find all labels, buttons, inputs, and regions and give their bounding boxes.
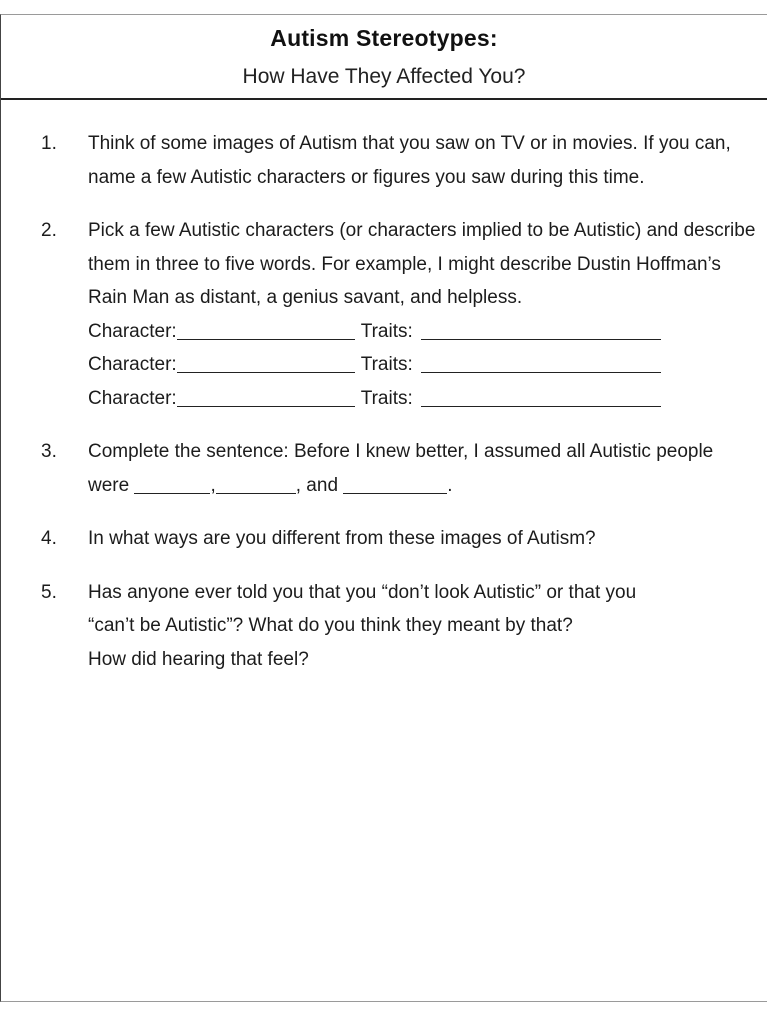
worksheet-subtitle: How Have They Affected You? xyxy=(242,65,526,88)
question-text: Think of some images of Autism that you saw on TV or in movies. If you can, name a few Autistic characters or figures you saw during this time. xyxy=(88,133,731,188)
character-label: Character: xyxy=(88,320,177,342)
question-number: 1. xyxy=(41,133,57,154)
question-text: Complete the sentence: Before I knew better, I assumed all Autistic people were xyxy=(88,441,714,496)
question-list xyxy=(1,127,767,676)
traits-blank[interactable] xyxy=(421,319,661,340)
question-text-line-1: Has anyone ever told you that you “don’t look Autistic” or that you xyxy=(88,581,637,603)
and-text: , and xyxy=(295,474,344,496)
question-number: 5. xyxy=(41,581,57,603)
question-4 xyxy=(1,522,767,556)
character-label: Character: xyxy=(88,387,177,409)
question-number: 4. xyxy=(41,528,57,549)
traits-blank[interactable] xyxy=(421,386,661,407)
question-1 xyxy=(1,127,767,194)
worksheet xyxy=(0,14,767,1002)
traits-label: Traits: xyxy=(360,354,413,375)
character-row-2 xyxy=(88,348,759,382)
question-3 xyxy=(1,435,767,502)
sentence-blank-1[interactable] xyxy=(134,473,210,494)
question-number: 2. xyxy=(41,220,57,241)
character-label: Character: xyxy=(88,354,177,375)
period-text: . xyxy=(447,474,453,496)
question-text-line-3: How did hearing that feel? xyxy=(88,648,309,670)
character-blank[interactable] xyxy=(177,319,355,340)
character-row-3 xyxy=(88,382,759,416)
question-number: 3. xyxy=(41,441,57,462)
character-blank[interactable] xyxy=(177,386,355,407)
worksheet-title: Autism Stereotypes: xyxy=(270,25,498,51)
traits-label: Traits: xyxy=(360,320,413,342)
question-5 xyxy=(1,576,767,677)
traits-blank[interactable] xyxy=(421,352,661,373)
worksheet-header xyxy=(1,15,767,100)
sentence-blank-3[interactable] xyxy=(343,473,447,494)
question-text-line-2: “can’t be Autistic”? What do you think they meant by that? xyxy=(88,615,573,636)
question-text: In what ways are you different from these images of Autism? xyxy=(88,528,596,549)
character-row-1 xyxy=(88,315,759,349)
question-text: Pick a few Autistic characters (or characters implied to be Autistic) and describe them in three to five words. For example, I might describe Dustin Hoffman’s Rain Man as distant, a genius savant, and helpless. xyxy=(88,220,756,308)
sentence-blank-2[interactable] xyxy=(216,473,296,494)
question-2 xyxy=(1,214,767,415)
traits-label: Traits: xyxy=(360,387,413,409)
character-blank[interactable] xyxy=(177,352,355,373)
comma-text: , xyxy=(210,474,216,496)
